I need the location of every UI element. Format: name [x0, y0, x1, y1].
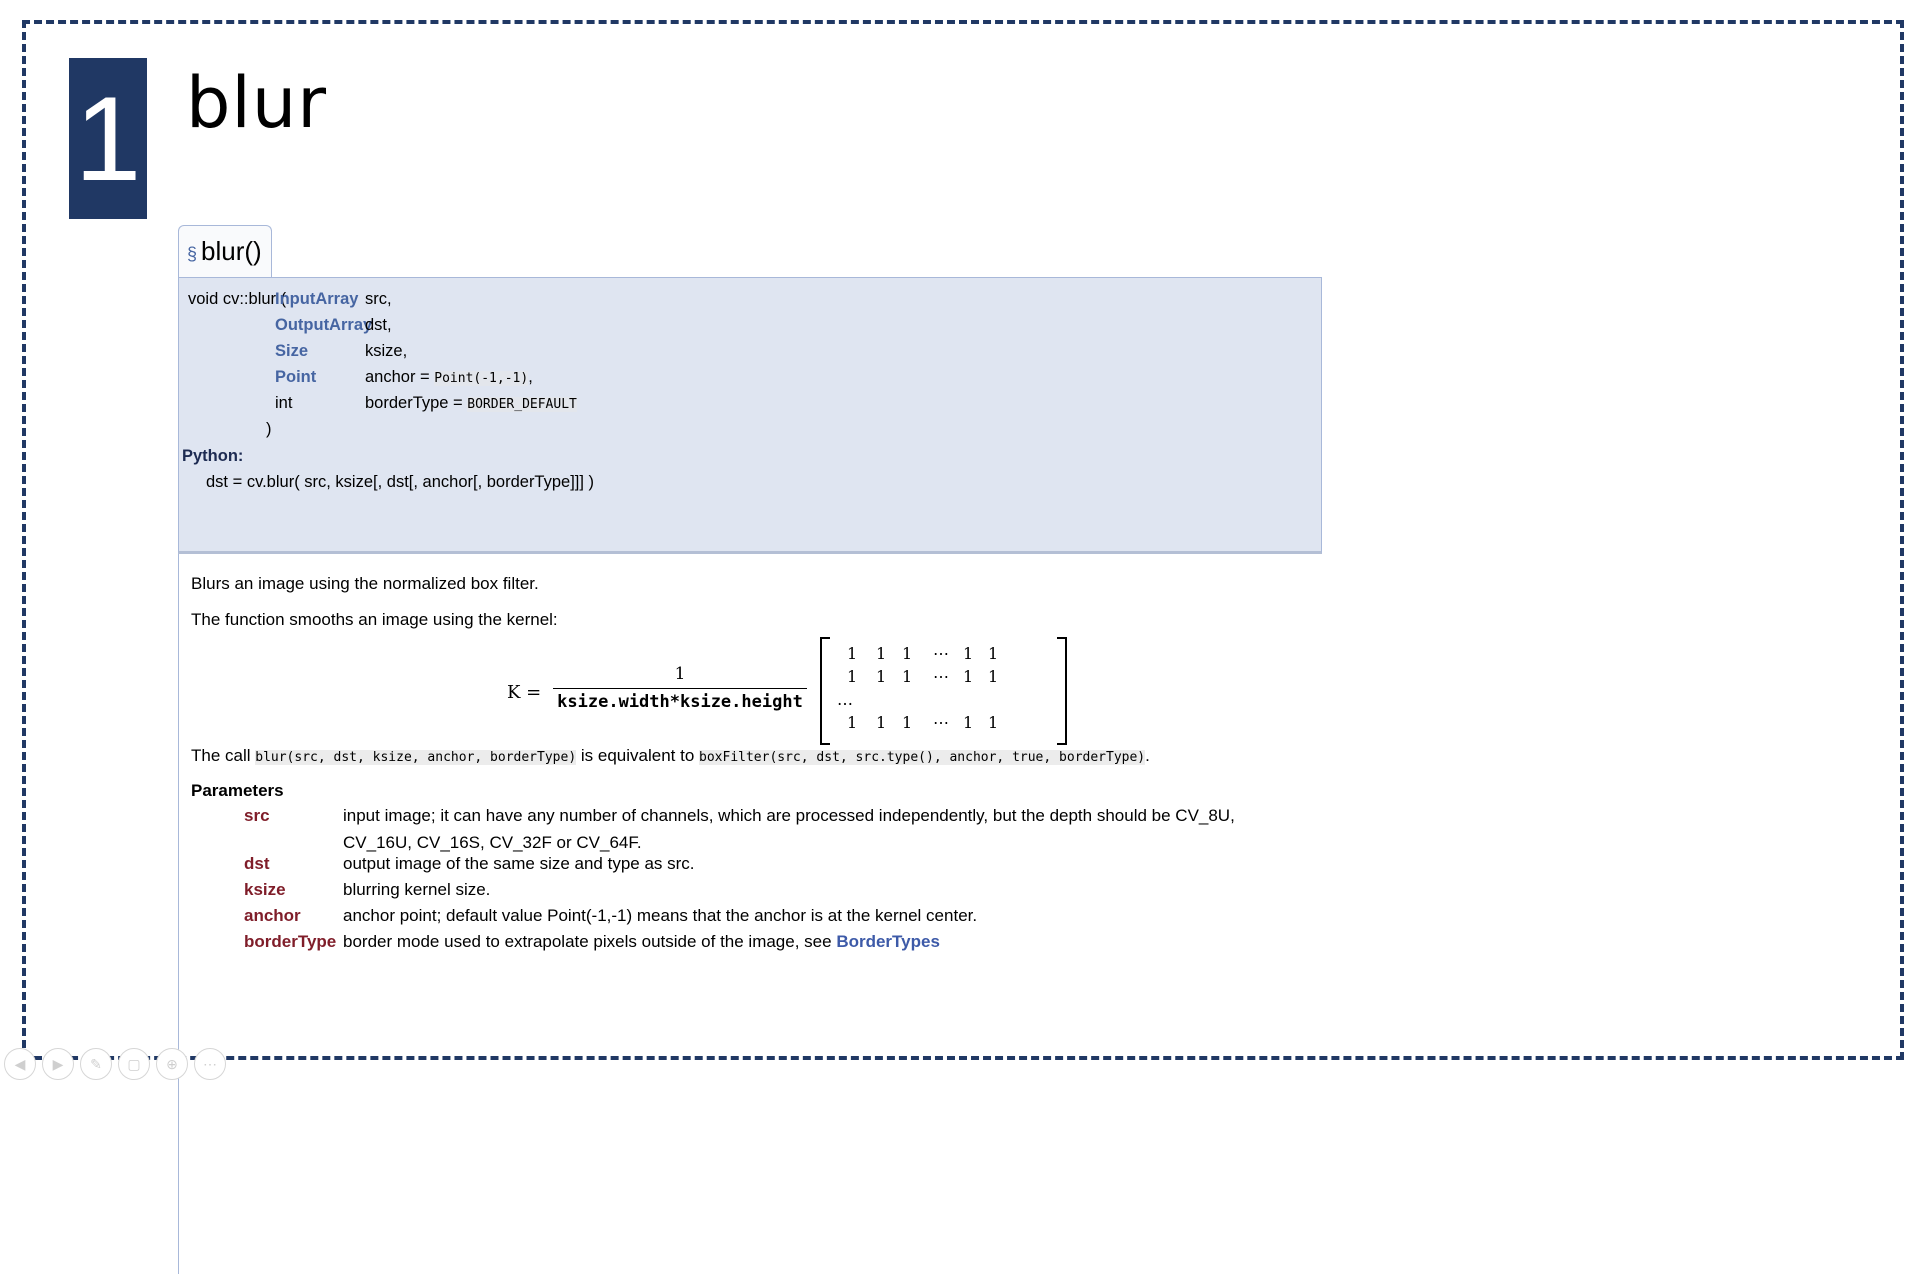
- slide-number: 1: [74, 71, 142, 206]
- matrix-cell: 1: [988, 713, 999, 732]
- equivalence-note: [191, 746, 1150, 766]
- param-src-desc: input image; it can have any number of channels, which are processed independently, but the depth should be CV_8U, CV_16U, CV_16S, CV_32F or CV_64F.: [343, 806, 1235, 852]
- param-src-name: src: [244, 806, 270, 825]
- slide-number-badge: [69, 58, 147, 219]
- matrix-cell: ⋯: [933, 644, 949, 663]
- param-default: BORDER_DEFAULT: [467, 397, 577, 412]
- bordertypes-link[interactable]: BorderTypes: [836, 932, 940, 951]
- matrix-cell: 1: [847, 644, 858, 663]
- formula-fraction: [549, 664, 811, 712]
- kernel-matrix: [827, 642, 1059, 738]
- param-type: int: [275, 394, 293, 412]
- matrix-cell: 1: [963, 713, 974, 732]
- python-signature: dst = cv.blur( src, ksize[, dst[, anchor[, borderType]]] ): [206, 473, 595, 491]
- zoom-icon[interactable]: ⊕: [156, 1048, 188, 1080]
- matrix-cell: ⋯: [933, 667, 949, 686]
- parameters-heading: Parameters: [191, 781, 284, 800]
- kernel-intro: The function smooths an image using the kernel:: [191, 610, 558, 629]
- formula-lhs: K =: [507, 682, 542, 703]
- param-name-text: borderType =: [365, 394, 468, 412]
- fraction-numerator: 1: [674, 664, 686, 684]
- fraction-denominator: ksize.width*ksize.height: [557, 692, 803, 712]
- param-anchor-name: anchor: [244, 906, 301, 925]
- brief-description: Blurs an image using the normalized box filter.: [191, 574, 539, 593]
- matrix-cell: 1: [876, 667, 887, 686]
- matrix-cell: 1: [876, 644, 887, 663]
- matrix-cell: 1: [876, 713, 887, 732]
- function-tab[interactable]: [178, 225, 272, 277]
- param-name: [365, 394, 577, 413]
- param-dst-desc: output image of the same size and type as src.: [343, 854, 695, 873]
- param-name: ksize,: [365, 342, 408, 360]
- param-ksize-desc: blurring kernel size.: [343, 880, 491, 899]
- matrix-cell: 1: [902, 644, 913, 663]
- edit-icon[interactable]: ✎: [80, 1048, 112, 1080]
- matrix-cell: 1: [847, 667, 858, 686]
- matrix-cell: 1: [988, 667, 999, 686]
- param-name: dst,: [365, 316, 392, 334]
- matrix-cell: 1: [988, 644, 999, 663]
- matrix-cell: 1: [963, 667, 974, 686]
- param-name: [365, 368, 533, 387]
- equiv-mid: is equivalent to: [576, 746, 700, 765]
- equiv-code-blur: blur(src, dst, ksize, anchor, borderType): [255, 750, 577, 765]
- matrix-cell: 1: [902, 667, 913, 686]
- python-label: Python:: [182, 447, 244, 465]
- equiv-post: .: [1145, 746, 1150, 765]
- function-tab-label: blur(): [201, 236, 262, 266]
- function-prototype: [178, 277, 1322, 554]
- equiv-code-boxfilter: boxFilter(src, dst, src.type(), anchor, true, borderType): [699, 750, 1146, 765]
- param-type-link[interactable]: Size: [275, 342, 309, 360]
- matrix-cell: …: [837, 690, 853, 709]
- prev-icon[interactable]: ◀: [4, 1048, 36, 1080]
- param-default: Point(-1,-1): [434, 371, 529, 386]
- menu-icon[interactable]: ⋯: [194, 1048, 226, 1080]
- matrix-cell: 1: [902, 713, 913, 732]
- param-name-text: anchor =: [365, 368, 435, 386]
- section-mark[interactable]: §: [187, 244, 198, 264]
- param-name: src,: [365, 290, 392, 308]
- slide-title: blur: [186, 62, 328, 144]
- param-bordertype-desc: [343, 928, 940, 955]
- param-type-link[interactable]: InputArray: [275, 290, 359, 308]
- matrix-cell: 1: [963, 644, 974, 663]
- param-type-link[interactable]: OutputArray: [275, 316, 373, 334]
- param-ksize-name: ksize: [244, 880, 286, 899]
- param-sep: ,: [528, 368, 533, 386]
- slideshow-nav: [4, 1048, 226, 1080]
- param-bordertype-name: borderType: [244, 932, 337, 951]
- param-anchor-desc: anchor point; default value Point(-1,-1) means that the anchor is at the kernel center.: [343, 906, 978, 925]
- param-bordertype-text: border mode used to extrapolate pixels outside of the image, see: [343, 932, 837, 951]
- matrix-cell: ⋯: [933, 713, 949, 732]
- copy-icon[interactable]: ▢: [118, 1048, 150, 1080]
- equiv-pre: The call: [191, 746, 256, 765]
- param-dst-name: dst: [244, 854, 270, 873]
- prototype-lead: void cv::blur (: [188, 290, 287, 308]
- param-type-link[interactable]: Point: [275, 368, 317, 386]
- function-description: [178, 554, 1322, 1274]
- matrix-cell: 1: [847, 713, 858, 732]
- play-icon[interactable]: ▶: [42, 1048, 74, 1080]
- prototype-close: ): [266, 420, 272, 438]
